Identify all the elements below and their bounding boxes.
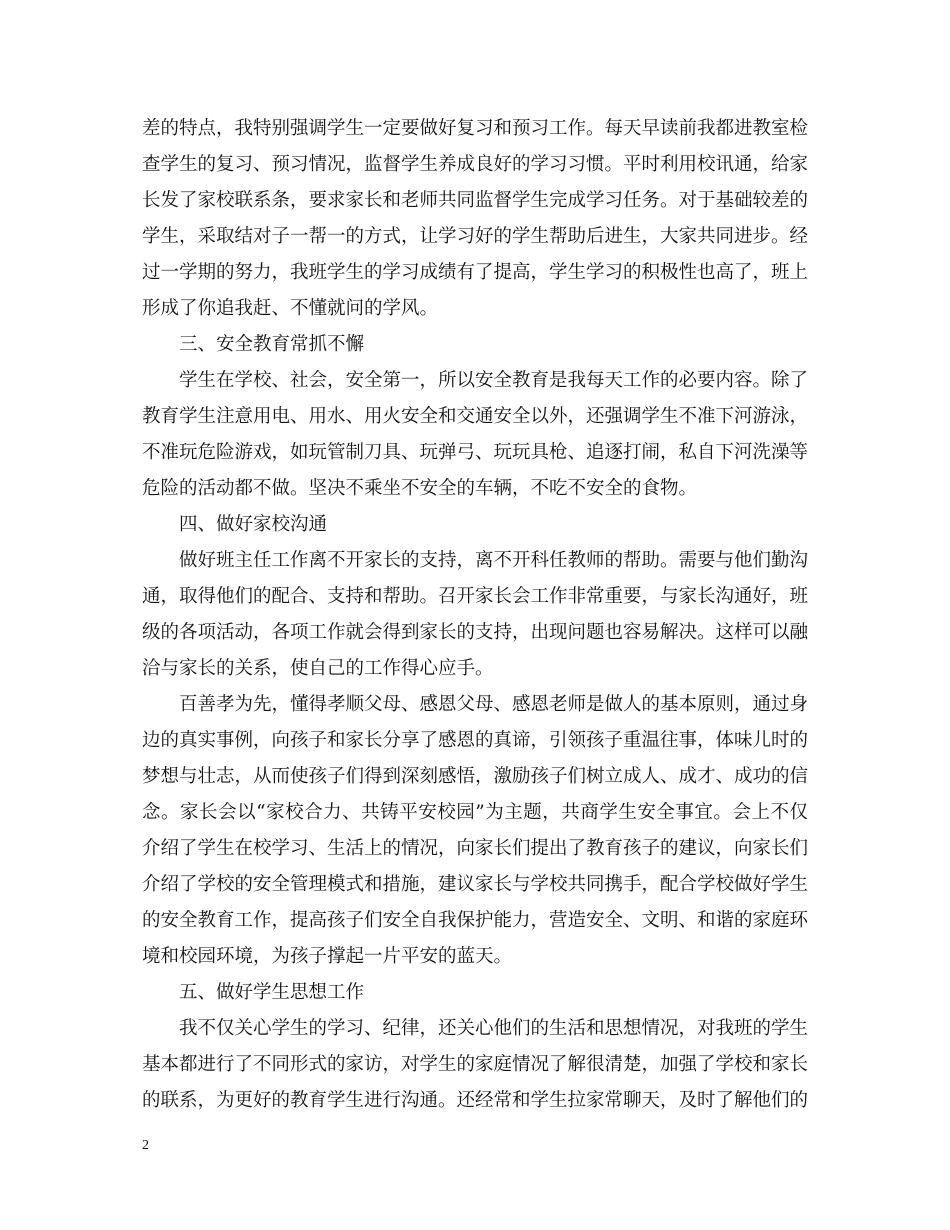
text-line: 学生，采取结对子一帮一的方式，让学习好的学生帮助后进生，大家共同进步。经 — [142, 226, 809, 247]
text-line: 危险的活动都不做。坚决不乘坐不安全的车辆，不吃不安全的食物。 — [142, 478, 698, 499]
text-line: 查学生的复习、预习情况，监督学生养成良好的学习习惯。平时利用校讯通，给家 — [142, 154, 809, 175]
text-line: 百善孝为先，懂得孝顺父母、感恩父母、感恩老师是做人的基本原则，通过身 — [179, 694, 809, 715]
text-line: 级的各项活动，各项工作就会得到家长的支持，出现问题也容易解决。这样可以融 — [142, 622, 809, 643]
text-line: 差的特点，我特别强调学生一定要做好复习和预习工作。每天早读前我都进教室检 — [142, 118, 809, 139]
text-line: 的安全教育工作，提高孩子们安全自我保护能力，营造安全、文明、和谐的家庭环 — [142, 910, 809, 931]
text-line: 边的真实事例，向孩子和家长分享了感恩的真谛，引领孩子重温往事，体味儿时的 — [142, 730, 809, 751]
text-line: 教育学生注意用电、用水、用火安全和交通安全以外，还强调学生不准下河游泳， — [142, 406, 809, 427]
section-heading: 五、做好学生思想工作 — [179, 982, 365, 1003]
text-line: 学生在学校、社会，安全第一，所以安全教育是我每天工作的必要内容。除了 — [179, 370, 809, 391]
text-line: 介绍了学生在校学习、生活上的情况，向家长们提出了教育孩子的建议，向家长们 — [142, 838, 809, 859]
page-number: 2 — [142, 1138, 149, 1153]
text-line: 念。家长会以“家校合力、共铸平安校园”为主题，共商学生安全事宜。会上不仅 — [142, 802, 808, 823]
text-line: 梦想与壮志，从而使孩子们得到深刻感悟，激励孩子们树立成人、成才、成功的信 — [142, 766, 809, 787]
text-line: 形成了你追我赶、不懂就问的学风。 — [142, 298, 439, 319]
text-line: 介绍了学校的安全管理模式和措施，建议家长与学校共同携手，配合学校做好学生 — [142, 874, 809, 895]
text-line: 长发了家校联系条，要求家长和老师共同监督学生完成学习任务。对于基础较差的 — [142, 190, 809, 211]
section-heading: 三、安全教育常抓不懈 — [179, 334, 365, 355]
text-line: 基本都进行了不同形式的家访，对学生的家庭情况了解很清楚，加强了学校和家长 — [142, 1054, 809, 1075]
text-line: 境和校园环境，为孩子撑起一片平安的蓝天。 — [142, 946, 513, 967]
text-line: 不准玩危险游戏，如玩管制刀具、玩弹弓、玩玩具枪、追逐打闹，私自下河洗澡等 — [142, 442, 809, 463]
text-line: 洽与家长的关系，使自己的工作得心应手。 — [142, 658, 494, 679]
text-line: 过一学期的努力，我班学生的学习成绩有了提高，学生学习的积极性也高了，班上 — [142, 262, 809, 283]
text-line: 通，取得他们的配合、支持和帮助。召开家长会工作非常重要，与家长沟通好，班 — [142, 586, 809, 607]
section-heading: 四、做好家校沟通 — [179, 514, 328, 535]
text-line: 做好班主任工作离不开家长的支持，离不开科任教师的帮助。需要与他们勤沟 — [179, 550, 809, 571]
text-line: 我不仅关心学生的学习、纪律，还关心他们的生活和思想情况，对我班的学生 — [179, 1018, 809, 1039]
text-line: 的联系，为更好的教育学生进行沟通。还经常和学生拉家常聊天，及时了解他们的 — [142, 1090, 809, 1111]
